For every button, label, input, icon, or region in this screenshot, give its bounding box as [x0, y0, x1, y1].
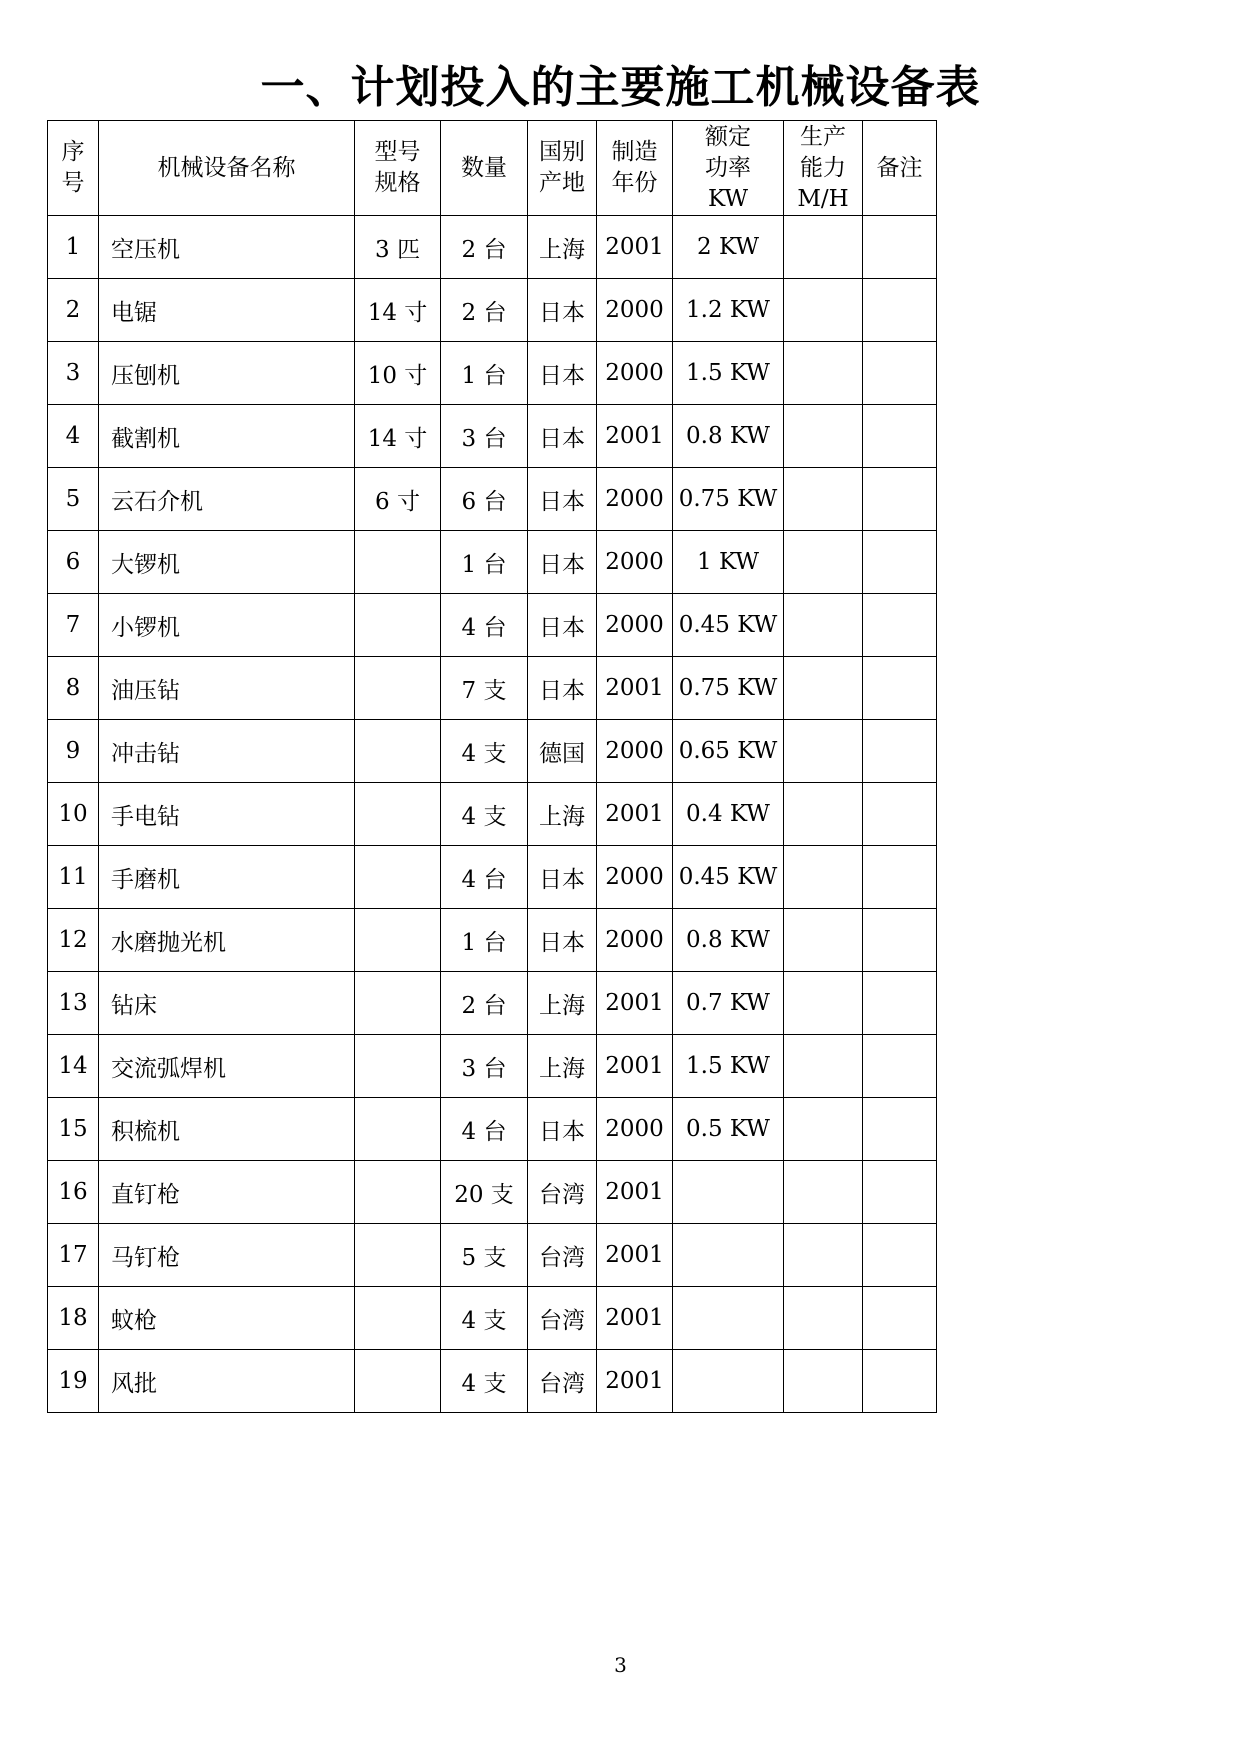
cell-quantity: 1 台	[441, 909, 528, 972]
table-row	[48, 1224, 937, 1287]
cell-production-capacity	[784, 972, 863, 1035]
cell-serial-number: 1	[48, 216, 99, 279]
cell-model-spec	[355, 909, 441, 972]
cell-equipment-name: 电锯	[99, 279, 355, 342]
header-quantity	[441, 121, 528, 216]
cell-rated-power: 0.45 KW	[673, 846, 784, 909]
cell-serial-number: 11	[48, 846, 99, 909]
cell-quantity: 1 台	[441, 342, 528, 405]
cell-serial-number: 10	[48, 783, 99, 846]
cell-quantity: 7 支	[441, 657, 528, 720]
cell-equipment-name: 直钉枪	[99, 1161, 355, 1224]
cell-manufacture-year: 2001	[597, 216, 673, 279]
cell-model-spec: 10 寸	[355, 342, 441, 405]
page-number: 3	[614, 1653, 627, 1677]
cell-remarks	[863, 846, 937, 909]
cell-serial-number: 14	[48, 1035, 99, 1098]
header-remarks	[863, 121, 937, 216]
header-line: KW	[707, 185, 748, 212]
cell-origin: 台湾	[528, 1224, 597, 1287]
cell-serial-number: 5	[48, 468, 99, 531]
cell-manufacture-year: 2000	[597, 531, 673, 594]
cell-serial-number: 3	[48, 342, 99, 405]
cell-manufacture-year: 2000	[597, 846, 673, 909]
cell-model-spec	[355, 783, 441, 846]
cell-model-spec	[355, 1098, 441, 1161]
cell-model-spec: 14 寸	[355, 405, 441, 468]
cell-quantity: 3 台	[441, 1035, 528, 1098]
cell-remarks	[863, 657, 937, 720]
cell-remarks	[863, 1350, 937, 1413]
cell-quantity: 6 台	[441, 468, 528, 531]
cell-serial-number: 13	[48, 972, 99, 1035]
cell-production-capacity	[784, 279, 863, 342]
cell-origin: 日本	[528, 279, 597, 342]
cell-rated-power: 0.7 KW	[673, 972, 784, 1035]
cell-origin: 台湾	[528, 1161, 597, 1224]
cell-manufacture-year: 2001	[597, 657, 673, 720]
cell-manufacture-year: 2000	[597, 594, 673, 657]
cell-equipment-name: 小锣机	[99, 594, 355, 657]
cell-rated-power: 0.8 KW	[673, 405, 784, 468]
cell-rated-power: 0.75 KW	[673, 468, 784, 531]
cell-rated-power: 0.45 KW	[673, 594, 784, 657]
cell-rated-power	[673, 1161, 784, 1224]
cell-equipment-name: 冲击钻	[99, 720, 355, 783]
header-production-capacity	[784, 121, 863, 216]
cell-equipment-name: 积梳机	[99, 1098, 355, 1161]
cell-manufacture-year: 2000	[597, 468, 673, 531]
table-row	[48, 342, 937, 405]
table-row	[48, 216, 937, 279]
cell-manufacture-year: 2001	[597, 783, 673, 846]
cell-remarks	[863, 279, 937, 342]
cell-equipment-name: 风批	[99, 1350, 355, 1413]
cell-rated-power: 0.8 KW	[673, 909, 784, 972]
cell-model-spec: 6 寸	[355, 468, 441, 531]
cell-serial-number: 16	[48, 1161, 99, 1224]
cell-remarks	[863, 783, 937, 846]
cell-production-capacity	[784, 846, 863, 909]
cell-manufacture-year: 2001	[597, 1350, 673, 1413]
header-line: 规格	[374, 170, 421, 196]
table-header-row	[48, 121, 937, 216]
cell-rated-power: 0.75 KW	[673, 657, 784, 720]
cell-rated-power: 1.5 KW	[673, 342, 784, 405]
cell-manufacture-year: 2000	[597, 279, 673, 342]
cell-serial-number: 2	[48, 279, 99, 342]
table-row	[48, 1287, 937, 1350]
cell-rated-power	[673, 1350, 784, 1413]
cell-production-capacity	[784, 531, 863, 594]
cell-equipment-name: 手电钻	[99, 783, 355, 846]
cell-rated-power	[673, 1287, 784, 1350]
cell-serial-number: 9	[48, 720, 99, 783]
header-line: 年份	[611, 170, 658, 196]
header-manufacture-year	[597, 121, 673, 216]
table-row	[48, 405, 937, 468]
cell-quantity: 1 台	[441, 531, 528, 594]
cell-model-spec	[355, 972, 441, 1035]
cell-manufacture-year: 2001	[597, 1287, 673, 1350]
header-equipment-name	[99, 121, 355, 216]
cell-serial-number: 19	[48, 1350, 99, 1413]
cell-origin: 日本	[528, 657, 597, 720]
cell-manufacture-year: 2001	[597, 1035, 673, 1098]
cell-remarks	[863, 594, 937, 657]
header-line: 数量	[461, 154, 507, 181]
table-row	[48, 1161, 937, 1224]
table-row	[48, 720, 937, 783]
table-row	[48, 657, 937, 720]
cell-equipment-name: 钻床	[99, 972, 355, 1035]
cell-serial-number: 4	[48, 405, 99, 468]
cell-equipment-name: 马钉枪	[99, 1224, 355, 1287]
cell-remarks	[863, 1161, 937, 1224]
cell-manufacture-year: 2001	[597, 1224, 673, 1287]
header-line: 额定	[705, 123, 751, 150]
header-origin	[528, 121, 597, 216]
header-line: 能力	[800, 154, 846, 181]
cell-rated-power: 1.5 KW	[673, 1035, 784, 1098]
table-row	[48, 531, 937, 594]
cell-origin: 日本	[528, 405, 597, 468]
cell-remarks	[863, 720, 937, 783]
header-serial-number	[48, 121, 99, 216]
equipment-table	[47, 120, 937, 1413]
cell-manufacture-year: 2001	[597, 1161, 673, 1224]
cell-origin: 日本	[528, 846, 597, 909]
table-row	[48, 909, 937, 972]
cell-production-capacity	[784, 342, 863, 405]
header-model-spec	[355, 121, 441, 216]
cell-serial-number: 6	[48, 531, 99, 594]
cell-model-spec	[355, 1224, 441, 1287]
cell-manufacture-year: 2000	[597, 1098, 673, 1161]
cell-remarks	[863, 972, 937, 1035]
cell-origin: 德国	[528, 720, 597, 783]
cell-production-capacity	[784, 1035, 863, 1098]
cell-serial-number: 15	[48, 1098, 99, 1161]
cell-manufacture-year: 2000	[597, 342, 673, 405]
cell-rated-power: 1.2 KW	[673, 279, 784, 342]
cell-remarks	[863, 1224, 937, 1287]
cell-quantity: 3 台	[441, 405, 528, 468]
cell-remarks	[863, 468, 937, 531]
cell-production-capacity	[784, 1224, 863, 1287]
header-line: 生产	[800, 123, 846, 150]
cell-origin: 日本	[528, 531, 597, 594]
cell-equipment-name: 截割机	[99, 405, 355, 468]
cell-origin: 日本	[528, 594, 597, 657]
cell-model-spec: 14 寸	[355, 279, 441, 342]
page-title: 一、计划投入的主要施工机械设备表	[260, 62, 981, 113]
cell-origin: 日本	[528, 1098, 597, 1161]
table-row	[48, 1350, 937, 1413]
cell-quantity: 4 台	[441, 846, 528, 909]
cell-equipment-name: 大锣机	[99, 531, 355, 594]
cell-remarks	[863, 531, 937, 594]
cell-production-capacity	[784, 783, 863, 846]
cell-production-capacity	[784, 1287, 863, 1350]
cell-rated-power	[673, 1224, 784, 1287]
table-row	[48, 1035, 937, 1098]
header-line: 型号	[374, 139, 421, 165]
cell-model-spec	[355, 531, 441, 594]
table-row	[48, 594, 937, 657]
cell-quantity: 4 支	[441, 1350, 528, 1413]
cell-equipment-name: 压刨机	[99, 342, 355, 405]
cell-equipment-name: 云石介机	[99, 468, 355, 531]
cell-model-spec: 3 匹	[355, 216, 441, 279]
cell-quantity: 5 支	[441, 1224, 528, 1287]
header-line: 国别	[539, 139, 585, 165]
cell-remarks	[863, 216, 937, 279]
cell-origin: 日本	[528, 909, 597, 972]
table-row	[48, 1098, 937, 1161]
cell-production-capacity	[784, 1098, 863, 1161]
table-row	[48, 468, 937, 531]
cell-production-capacity	[784, 1350, 863, 1413]
cell-production-capacity	[784, 405, 863, 468]
table-row	[48, 846, 937, 909]
cell-equipment-name: 手磨机	[99, 846, 355, 909]
header-line: 产地	[539, 170, 585, 196]
table-row	[48, 279, 937, 342]
cell-origin: 上海	[528, 216, 597, 279]
cell-quantity: 2 台	[441, 216, 528, 279]
cell-remarks	[863, 405, 937, 468]
cell-origin: 台湾	[528, 1287, 597, 1350]
cell-quantity: 4 支	[441, 783, 528, 846]
cell-serial-number: 17	[48, 1224, 99, 1287]
cell-origin: 上海	[528, 1035, 597, 1098]
table-row	[48, 783, 937, 846]
cell-rated-power: 0.4 KW	[673, 783, 784, 846]
cell-remarks	[863, 1035, 937, 1098]
header-line: 功率	[705, 154, 751, 181]
header-rated-power	[673, 121, 784, 216]
cell-model-spec	[355, 1350, 441, 1413]
cell-remarks	[863, 909, 937, 972]
cell-remarks	[863, 1287, 937, 1350]
cell-origin: 日本	[528, 468, 597, 531]
cell-model-spec	[355, 846, 441, 909]
cell-serial-number: 8	[48, 657, 99, 720]
cell-quantity: 4 台	[441, 594, 528, 657]
cell-model-spec	[355, 720, 441, 783]
cell-quantity: 4 支	[441, 720, 528, 783]
cell-remarks	[863, 1098, 937, 1161]
cell-model-spec	[355, 1161, 441, 1224]
cell-quantity: 2 台	[441, 279, 528, 342]
header-line: M/H	[797, 185, 849, 212]
cell-manufacture-year: 2000	[597, 720, 673, 783]
cell-origin: 上海	[528, 972, 597, 1035]
cell-serial-number: 7	[48, 594, 99, 657]
cell-origin: 台湾	[528, 1350, 597, 1413]
cell-serial-number: 18	[48, 1287, 99, 1350]
cell-quantity: 2 台	[441, 972, 528, 1035]
cell-production-capacity	[784, 720, 863, 783]
cell-quantity: 4 台	[441, 1098, 528, 1161]
cell-origin: 日本	[528, 342, 597, 405]
cell-rated-power: 0.65 KW	[673, 720, 784, 783]
cell-equipment-name: 油压钻	[99, 657, 355, 720]
cell-manufacture-year: 2000	[597, 909, 673, 972]
cell-equipment-name: 蚊枪	[99, 1287, 355, 1350]
cell-production-capacity	[784, 657, 863, 720]
cell-rated-power: 2 KW	[673, 216, 784, 279]
table-body	[48, 216, 937, 1413]
cell-origin: 上海	[528, 783, 597, 846]
table-row	[48, 972, 937, 1035]
cell-manufacture-year: 2001	[597, 972, 673, 1035]
cell-equipment-name: 水磨抛光机	[99, 909, 355, 972]
cell-production-capacity	[784, 468, 863, 531]
cell-production-capacity	[784, 909, 863, 972]
cell-model-spec	[355, 1035, 441, 1098]
cell-quantity: 20 支	[441, 1161, 528, 1224]
cell-model-spec	[355, 657, 441, 720]
header-line: 机械设备名称	[157, 154, 296, 181]
cell-rated-power: 0.5 KW	[673, 1098, 784, 1161]
cell-production-capacity	[784, 216, 863, 279]
cell-production-capacity	[784, 1161, 863, 1224]
cell-equipment-name: 交流弧焊机	[99, 1035, 355, 1098]
cell-remarks	[863, 342, 937, 405]
header-line: 备注	[876, 154, 923, 181]
cell-quantity: 4 支	[441, 1287, 528, 1350]
cell-manufacture-year: 2001	[597, 405, 673, 468]
cell-equipment-name: 空压机	[99, 216, 355, 279]
cell-rated-power: 1 KW	[673, 531, 784, 594]
header-line: 号	[61, 170, 85, 196]
cell-serial-number: 12	[48, 909, 99, 972]
cell-model-spec	[355, 1287, 441, 1350]
cell-production-capacity	[784, 594, 863, 657]
header-line: 制造	[611, 139, 658, 165]
header-line: 序	[61, 139, 85, 165]
cell-model-spec	[355, 594, 441, 657]
